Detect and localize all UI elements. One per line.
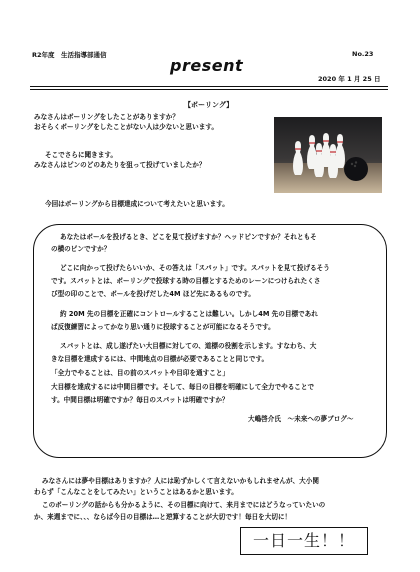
closing-line: このボーリングの話からも分かるように、その目標に向けて、来月までにはどうなっていたいの	[42, 501, 326, 509]
quote-attribution: 大嶋啓介氏 ～未来への夢ブログ～	[248, 415, 354, 423]
quote-line: 約 20M 先の目標を正確にコントロールすることは難しい。しかし4M 先の目標であれ	[60, 310, 318, 318]
quote-line: です。スパットとは、ボーリングで投球する時の目標とするためのレーンにつけられたくさ	[51, 277, 321, 285]
issue-label: R2年度 生活指導部通信	[32, 51, 107, 59]
header-rule-top	[30, 86, 388, 87]
closing-line: わらず「こんなことをしてみたい」ということはあるかと思います。	[34, 488, 238, 496]
bowling-pins-photo	[274, 117, 382, 193]
quote-line: の横のピンですか？	[51, 245, 111, 253]
intro-line: おそらくボーリングをしたことがない人は少ないと思います。	[34, 123, 218, 131]
quote-line: きな目標を達成するには、中間地点の目標が必要であることと同じです。	[51, 355, 269, 363]
intro-line: 今回はボーリングから目標達成について考えたいと思います。	[45, 200, 229, 208]
issue-date: 2020 年 1 月 25 日	[318, 75, 381, 83]
issue-number: No.23	[352, 50, 374, 58]
quote-line: スパットとは、成し遂げたい大目標に対しての、道標の役割を示します。すなわち、大	[60, 342, 317, 350]
quote-line: 「全力でやることは、目の前のスパットや目印を通すこと」	[51, 369, 230, 377]
intro-line: そこでさらに聞きます。	[45, 151, 118, 159]
quote-line: 大目標を達成するには中間目標です。そして、毎日の目標を明確にして全力でやることで	[51, 383, 315, 391]
quote-line: どこに向かって投げたらいいか、その答えは「スパット」です。スパットを見て投げるそう	[60, 264, 330, 272]
header-rule-bottom	[30, 89, 388, 90]
closing-line: みなさんには夢や目標はありますか？人には恥ずかしくて言えないかもしれませんが、大小関	[42, 477, 319, 485]
section-heading: 【ボーリング】	[184, 101, 234, 109]
newsletter-title: present	[170, 56, 244, 75]
quote-line: す。中間目標は明確ですか？毎日のスパットは明確ですか？	[51, 396, 229, 404]
quote-line: ば反復練習によってかなり思い通りに投球することが可能になるそうです。	[51, 323, 275, 331]
quote-line: あなたはボールを投げるとき、どこを見て投げますか？ヘッドピンですか？それともそ	[60, 233, 317, 241]
intro-line: みなさんはボーリングをしたことがありますか？	[34, 113, 179, 121]
motto-box: 一日一生！！	[240, 527, 368, 555]
closing-line: か、来週までに、、、ならば今日の目標は…と逆算することが大切です！毎日を大切に！	[34, 513, 292, 521]
quote-line: び型の印のことで、ボールを投げだした4M ほど先にあるものです。	[51, 290, 255, 298]
intro-line: みなさんはピンのどのあたりを狙って投げていましたか？	[34, 161, 206, 169]
quote-box	[33, 224, 387, 458]
